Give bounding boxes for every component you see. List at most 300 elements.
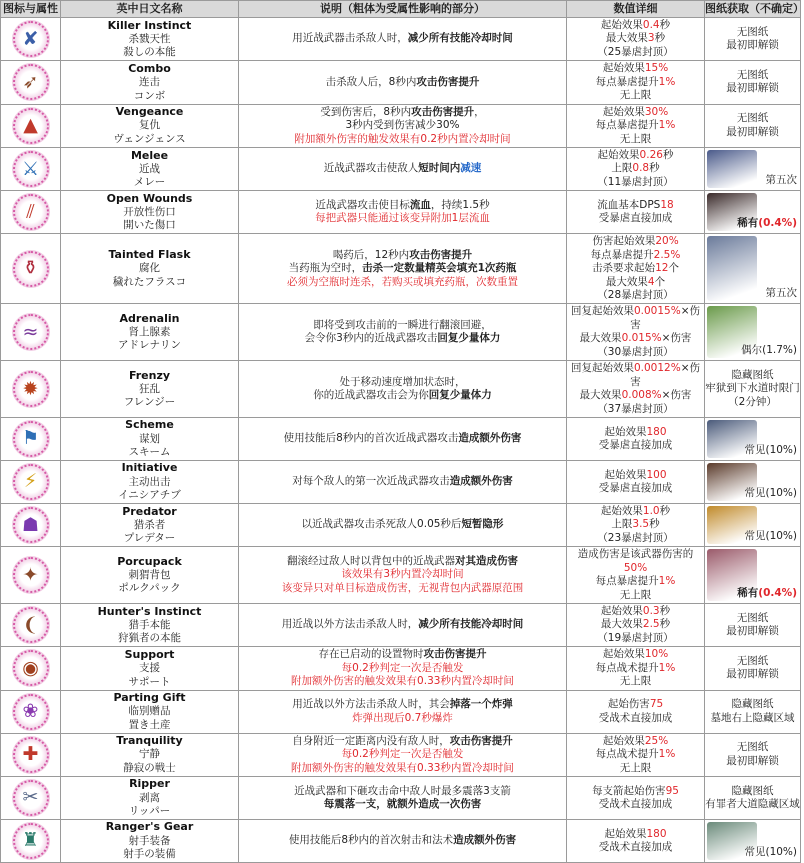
value-line xyxy=(570,133,701,146)
name-japanese: リッパー xyxy=(128,804,171,817)
description-text: 短暂隐形 xyxy=(461,518,504,531)
description-text: 造成额外伤害 xyxy=(449,475,513,488)
values-cell xyxy=(567,604,705,647)
ripper-icon xyxy=(12,779,50,817)
source-text xyxy=(705,612,800,639)
value-text: 个 xyxy=(668,262,679,275)
value-line xyxy=(570,548,701,575)
description-text: 回复少量体力 xyxy=(437,332,501,345)
source-line: 最初即解锁 xyxy=(726,39,779,52)
header-name: 英中日文名称 xyxy=(61,1,239,18)
source-text xyxy=(744,846,797,859)
value-line xyxy=(570,632,701,645)
source-text xyxy=(705,698,800,725)
value-text: ×伤害 xyxy=(630,362,701,388)
description-text: 近战武器攻击使目标 xyxy=(315,198,410,211)
description-cell xyxy=(239,690,567,733)
value-text: 0.3 xyxy=(642,605,660,617)
value-line xyxy=(570,276,701,289)
table-row xyxy=(1,191,801,234)
value-text: 20% xyxy=(655,235,679,248)
description-text: 攻击伤害提升 xyxy=(416,75,480,88)
description-text: 3秒内受到伤害减少30% xyxy=(345,119,460,132)
initiative-icon xyxy=(12,463,50,501)
description-line xyxy=(242,106,563,119)
source-cell xyxy=(705,819,801,862)
icon-glyph: ✂ xyxy=(22,786,39,809)
name-japanese: スキーム xyxy=(128,445,171,458)
description-text: 攻击伤害提升 xyxy=(409,248,473,261)
value-line xyxy=(570,482,701,495)
source-segment: 稀有 xyxy=(737,586,759,599)
source-line: 最初即解锁 xyxy=(726,625,779,638)
description-text: 翻滚经过敌人时以背包中的近战武器 xyxy=(287,554,455,567)
icon-glyph: ◉ xyxy=(22,656,39,679)
value-text: 秒 xyxy=(659,618,671,631)
description-text: 击杀一定数量精英会填充1次药瓶 xyxy=(362,262,517,275)
value-text: 秒 xyxy=(659,504,671,517)
description-text: 存在已启动的设置物时 xyxy=(318,648,424,661)
name-chinese: 刺猬背包 xyxy=(128,568,171,581)
value-text: 起始效果 xyxy=(602,734,645,747)
value-line xyxy=(570,19,701,32)
value-text: 无上限 xyxy=(619,588,652,601)
description-cell xyxy=(239,104,567,147)
source-line xyxy=(737,587,797,600)
description-line xyxy=(242,785,563,798)
source-line: 无图纸 xyxy=(736,655,769,668)
values-cell xyxy=(567,647,705,690)
source-line: 墓地右上隐藏区域 xyxy=(710,711,795,724)
description-line xyxy=(242,555,563,568)
value-text: 180 xyxy=(646,827,667,840)
name-english: Porcupack xyxy=(117,554,182,568)
source-text xyxy=(741,344,797,357)
table-row xyxy=(1,503,801,546)
value-text: 3 xyxy=(647,32,655,45)
source-line: （2分钟） xyxy=(728,395,777,408)
value-text: 起始效果 xyxy=(604,425,647,438)
name-japanese: 静寂の戦士 xyxy=(123,761,176,774)
source-cell xyxy=(705,460,801,503)
value-text: 秒 xyxy=(659,605,671,617)
description-text: 对每个敌人的第一次近战武器攻击 xyxy=(292,475,450,488)
name-cell xyxy=(61,604,239,647)
source-cell xyxy=(705,361,801,418)
table-row xyxy=(1,234,801,304)
icon-cell xyxy=(1,234,61,304)
name-english: Tainted Flask xyxy=(108,248,191,262)
description-text: 喝药后，12秒内 xyxy=(332,248,410,261)
values-cell xyxy=(567,61,705,104)
value-line xyxy=(570,199,701,212)
parting-gift-icon xyxy=(12,693,50,731)
value-text: 起始效果 xyxy=(602,62,645,75)
name-japanese: 殺しの本能 xyxy=(123,46,176,59)
character-sprite xyxy=(707,150,757,188)
name-chinese: 腐化 xyxy=(139,262,160,275)
description-cell xyxy=(239,503,567,546)
name-chinese: 猎杀者 xyxy=(133,518,166,531)
icon-cell xyxy=(1,361,61,418)
icon-cell xyxy=(1,304,61,361)
header-icon: 图标与属性 xyxy=(1,1,61,18)
values-cell xyxy=(567,104,705,147)
values-cell xyxy=(567,776,705,819)
value-text: 100 xyxy=(646,468,667,481)
values-cell xyxy=(567,361,705,418)
values-cell xyxy=(567,191,705,234)
name-japanese: 穢れたフラスコ xyxy=(112,275,187,288)
name-japanese: コンボ xyxy=(133,89,166,102)
description-cell xyxy=(239,776,567,819)
description-line xyxy=(242,475,563,488)
value-line xyxy=(570,362,701,389)
value-line xyxy=(570,575,701,588)
values-cell xyxy=(567,147,705,190)
icon-cell xyxy=(1,819,61,862)
description-text: 用近战以外方法击杀敌人时， xyxy=(281,618,419,631)
description-text: 使用技能后8秒内的首次射击和法术 xyxy=(288,834,454,847)
value-line xyxy=(570,712,701,725)
name-japanese: ヴェンジェンス xyxy=(113,132,186,145)
name-cell xyxy=(61,690,239,733)
value-line xyxy=(570,798,701,811)
table-row xyxy=(1,776,801,819)
description-text: 即将受到攻击前的一瞬进行翻滚回避， xyxy=(313,318,492,331)
value-text: 起始伤害 xyxy=(607,698,650,711)
description-line xyxy=(242,648,563,661)
description-line xyxy=(242,133,563,146)
value-text: 秒 xyxy=(662,148,674,161)
icon-glyph: ♜ xyxy=(21,829,40,852)
icon-glyph: ✘ xyxy=(22,27,39,50)
value-line xyxy=(570,439,701,452)
value-text: 每点战术提升 xyxy=(595,661,659,674)
description-text: 击杀敌人后，8秒内 xyxy=(325,75,417,88)
value-text: 流血基本DPS xyxy=(597,198,661,211)
source-line: 无图纸 xyxy=(736,69,769,82)
value-line xyxy=(570,212,701,225)
value-text: （23暴虐封顶） xyxy=(597,531,674,544)
value-text: 25% xyxy=(644,734,669,747)
value-text: 1.0 xyxy=(642,504,660,517)
value-text: 受战术直接加成 xyxy=(598,840,673,853)
rangers-gear-icon xyxy=(12,822,50,860)
value-line xyxy=(570,748,701,761)
source-line: 最初即解锁 xyxy=(726,125,779,138)
table-row xyxy=(1,690,801,733)
values-cell xyxy=(567,503,705,546)
name-japanese: フレンジー xyxy=(123,396,176,409)
icon-glyph: ✦ xyxy=(22,563,39,586)
value-line xyxy=(570,698,701,711)
value-text: 15% xyxy=(644,62,669,75)
name-chinese: 连击 xyxy=(139,76,160,89)
name-japanese: 置き土産 xyxy=(128,718,171,731)
scheme-icon xyxy=(12,420,50,458)
table-row xyxy=(1,460,801,503)
value-text: 受暴虐直接加成 xyxy=(598,438,673,451)
value-text: 最大效果 xyxy=(579,389,622,402)
source-cell xyxy=(705,547,801,604)
values-cell xyxy=(567,304,705,361)
description-text: 以近战武器攻击杀死敌人0.05秒后 xyxy=(301,518,462,531)
predator-icon xyxy=(12,506,50,544)
value-text: 起始效果 xyxy=(604,827,647,840)
icon-glyph: ⚱ xyxy=(22,257,39,280)
value-text: 2.5 xyxy=(642,618,660,631)
support-icon xyxy=(12,649,50,687)
description-line xyxy=(242,675,563,688)
value-text: 伤害起始效果 xyxy=(592,235,656,248)
value-line xyxy=(570,589,701,602)
adrenaline-icon xyxy=(12,313,50,351)
description-line xyxy=(242,76,563,89)
value-text: 起始效果 xyxy=(602,105,645,118)
source-line: 最初即解锁 xyxy=(726,754,779,767)
name-english: Combo xyxy=(128,61,171,75)
value-line xyxy=(570,332,701,345)
description-text: 回复少量体力 xyxy=(428,389,492,402)
description-line xyxy=(242,798,563,811)
name-english: Parting Gift xyxy=(113,691,186,705)
name-chinese: 宁静 xyxy=(139,748,160,761)
source-text xyxy=(705,69,800,96)
description-cell xyxy=(239,604,567,647)
name-cell xyxy=(61,104,239,147)
description-cell xyxy=(239,304,567,361)
source-line: 无图纸 xyxy=(736,112,769,125)
values-cell xyxy=(567,460,705,503)
description-cell xyxy=(239,647,567,690)
value-line xyxy=(570,235,701,248)
name-cell xyxy=(61,776,239,819)
name-chinese: 射手装备 xyxy=(128,834,171,847)
value-text: 上限 xyxy=(611,162,633,175)
description-line xyxy=(242,199,563,212)
source-text xyxy=(737,587,797,600)
value-line xyxy=(570,149,701,162)
icon-cell xyxy=(1,776,61,819)
name-cell xyxy=(61,547,239,604)
source-cell xyxy=(705,776,801,819)
description-text: 造成额外伤害 xyxy=(453,834,517,847)
value-text: 0.8 xyxy=(632,162,650,175)
description-line xyxy=(242,32,563,45)
description-line xyxy=(242,262,563,275)
value-text: 1% xyxy=(658,661,676,674)
value-line xyxy=(570,469,701,482)
value-text: 0.0015% xyxy=(633,305,681,318)
value-text: （19暴虐封顶） xyxy=(597,631,674,644)
description-text: 掉落一个炸弹 xyxy=(449,698,513,711)
value-line xyxy=(570,106,701,119)
value-text: 每点暴虐提升 xyxy=(595,119,659,132)
description-line xyxy=(242,762,563,775)
value-text: ×伤害 xyxy=(661,332,692,345)
description-line xyxy=(242,618,563,631)
value-text: （11暴虐封顶） xyxy=(597,175,674,188)
name-chinese: 肾上腺素 xyxy=(128,325,171,338)
name-chinese: 临别赠品 xyxy=(128,705,171,718)
table-row xyxy=(1,604,801,647)
value-line xyxy=(570,426,701,439)
source-line: 牢狱到下水道时限门 xyxy=(705,382,800,395)
name-chinese: 支援 xyxy=(139,662,160,675)
source-cell xyxy=(705,191,801,234)
description-line xyxy=(242,432,563,445)
name-cell xyxy=(61,304,239,361)
tainted-flask-icon xyxy=(12,250,50,288)
name-cell xyxy=(61,460,239,503)
value-text: （28暴虐封顶） xyxy=(597,289,674,301)
source-line: 最初即解锁 xyxy=(726,668,779,681)
source-text xyxy=(737,217,797,230)
value-line xyxy=(570,119,701,132)
value-text: 最大效果 xyxy=(605,275,648,288)
value-text: 起始效果 xyxy=(597,148,640,161)
name-cell xyxy=(61,733,239,776)
value-text: 秒 xyxy=(649,162,660,175)
description-line xyxy=(242,582,563,595)
value-line xyxy=(570,841,701,854)
description-line xyxy=(242,332,563,345)
value-line xyxy=(570,262,701,275)
values-cell xyxy=(567,18,705,61)
icon-glyph: ▲ xyxy=(23,114,38,137)
icon-glyph: ❨ xyxy=(22,613,39,636)
description-line xyxy=(242,698,563,711)
value-text: （25暴虐封顶） xyxy=(597,45,674,58)
name-english: Predator xyxy=(122,504,177,518)
value-text: 秒 xyxy=(654,32,666,45)
icon-cell xyxy=(1,104,61,147)
name-english: Melee xyxy=(130,148,169,162)
value-line xyxy=(570,735,701,748)
description-text: 对其造成伤害 xyxy=(455,554,518,567)
description-line xyxy=(242,834,563,847)
name-japanese: メレー xyxy=(133,176,166,189)
description-line xyxy=(242,518,563,531)
description-text: 就额外造成一次伤害 xyxy=(386,797,482,810)
source-cell xyxy=(705,304,801,361)
source-text xyxy=(744,530,797,543)
value-text: 上限 xyxy=(611,518,633,531)
icon-glyph: ☗ xyxy=(21,513,40,536)
value-text: 最大效果 xyxy=(605,32,648,45)
description-text: 攻击伤害提升 xyxy=(423,648,487,661)
crossbow-icon xyxy=(12,63,50,101)
name-cell xyxy=(61,61,239,104)
source-text xyxy=(705,785,800,812)
sword-skull-icon xyxy=(12,20,50,58)
table-row xyxy=(1,733,801,776)
value-text: 秒 xyxy=(659,19,671,31)
value-line xyxy=(570,289,701,302)
value-line xyxy=(570,305,701,332)
value-text: 75 xyxy=(649,698,664,711)
value-line xyxy=(570,618,701,631)
description-text: 近战武器和下砸攻击命中敌人时最多震落3支箭 xyxy=(294,784,511,797)
description-line xyxy=(242,212,563,225)
source-cell xyxy=(705,604,801,647)
description-line xyxy=(242,712,563,725)
source-text xyxy=(766,174,798,187)
value-text: 回复起始效果 xyxy=(570,362,634,375)
value-text: 180 xyxy=(646,425,667,438)
name-japanese: サポート xyxy=(128,675,171,688)
source-line: 常见(10%) xyxy=(744,529,797,542)
description-text: 自身附近一定距离内没有敌人时， xyxy=(292,734,450,747)
description-text: 每0.2秒判定一次是否触发 xyxy=(341,661,464,674)
name-chinese: 近战 xyxy=(139,162,160,175)
value-text: （30暴虐封顶） xyxy=(597,345,674,358)
value-line xyxy=(570,176,701,189)
name-japanese: 開いた傷口 xyxy=(123,219,176,232)
source-segment: (0.4%) xyxy=(758,216,797,229)
name-japanese: ポルクパック xyxy=(118,582,181,595)
value-text: 2.5% xyxy=(653,248,681,261)
source-segment: 稀有 xyxy=(737,216,759,229)
value-line xyxy=(570,249,701,262)
name-english: Tranquility xyxy=(116,734,183,748)
value-text: 起始效果 xyxy=(600,504,643,517)
description-line xyxy=(242,319,563,332)
value-line xyxy=(570,662,701,675)
description-text: 减少所有技能冷却时间 xyxy=(407,32,513,45)
description-text: 当药瓶为空时， xyxy=(288,262,363,275)
value-line xyxy=(570,532,701,545)
source-cell xyxy=(705,690,801,733)
source-cell xyxy=(705,104,801,147)
source-cell xyxy=(705,503,801,546)
value-line xyxy=(570,785,701,798)
icon-glyph: ⚡ xyxy=(23,470,38,493)
porcupack-icon xyxy=(12,556,50,594)
description-line xyxy=(242,389,563,402)
icon-glyph: ➶ xyxy=(22,70,39,93)
value-text: 最大效果 xyxy=(579,332,622,345)
description-line xyxy=(242,276,563,289)
name-english: Scheme xyxy=(125,418,174,432)
source-line: 无图纸 xyxy=(736,741,769,754)
value-text: 个 xyxy=(654,275,666,288)
values-cell xyxy=(567,819,705,862)
source-cell xyxy=(705,733,801,776)
value-text: 1% xyxy=(658,119,676,132)
description-text: 每0.2秒判定一次是否触发 xyxy=(341,748,464,761)
value-text: （37暴虐封顶） xyxy=(597,402,674,415)
description-text: 用近战以外方法击杀敌人时，其会 xyxy=(292,698,450,711)
description-cell xyxy=(239,547,567,604)
value-line xyxy=(570,46,701,59)
name-chinese: 杀戮天性 xyxy=(128,32,171,45)
source-cell xyxy=(705,18,801,61)
value-text: 受战术直接加成 xyxy=(598,797,673,810)
description-text: 减速 xyxy=(460,162,482,175)
source-line: 无图纸 xyxy=(736,611,769,624)
source-cell xyxy=(705,647,801,690)
value-text: 0.4 xyxy=(642,19,660,31)
table-row xyxy=(1,61,801,104)
melee-sword-icon xyxy=(12,150,50,188)
icon-glyph: ✹ xyxy=(22,377,39,400)
name-english: Frenzy xyxy=(128,368,171,382)
description-text: 近战武器攻击使敌人 xyxy=(323,162,419,175)
source-line: 偶尔(1.7%) xyxy=(741,343,797,356)
value-line xyxy=(570,675,701,688)
